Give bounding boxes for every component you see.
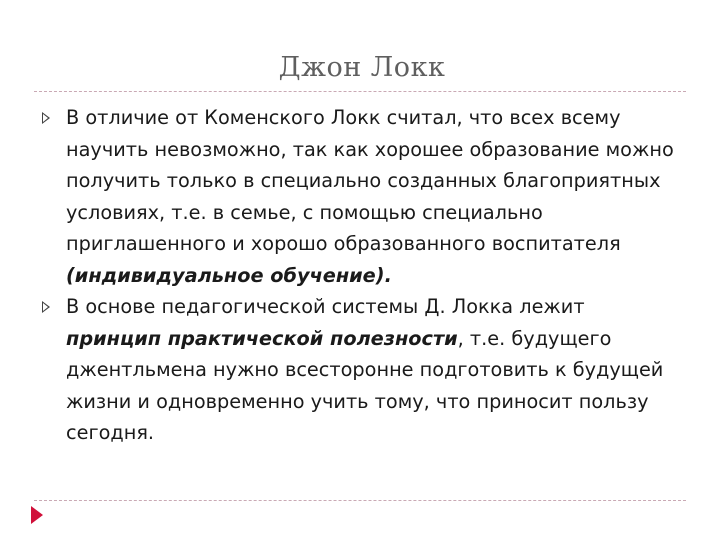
bullet-emphasis: принцип практической полезности [66,326,458,350]
triangle-bullet-icon [42,112,50,124]
footer-divider [34,500,686,501]
bullet-item [34,102,674,291]
bullet-text: В основе педагогической системы Д. Локка лежит [66,295,585,318]
bullet-item [34,291,674,449]
bullet-emphasis: (индивидуальное обучение). [66,263,392,287]
play-arrow-icon [31,506,43,524]
slide-body [34,102,674,449]
bullet-text: , т.е. будущего джентльмена нужно всесторонне подготовить к будущей жизни и одновременно учить тому, что приносит пользу сегодня. [66,326,664,444]
title-divider [34,91,686,92]
slide-title: Джон Локк [278,52,446,83]
bullet-text: В отличие от Коменского Локк считал, что всех всему научить невозможно, так как хорошее образование можно получить только в специально созданных благоприятных условиях, т.е. в семье, с помощью специально приглашенного и хорошо образованного воспитателя [66,106,674,255]
triangle-bullet-icon [42,301,50,313]
